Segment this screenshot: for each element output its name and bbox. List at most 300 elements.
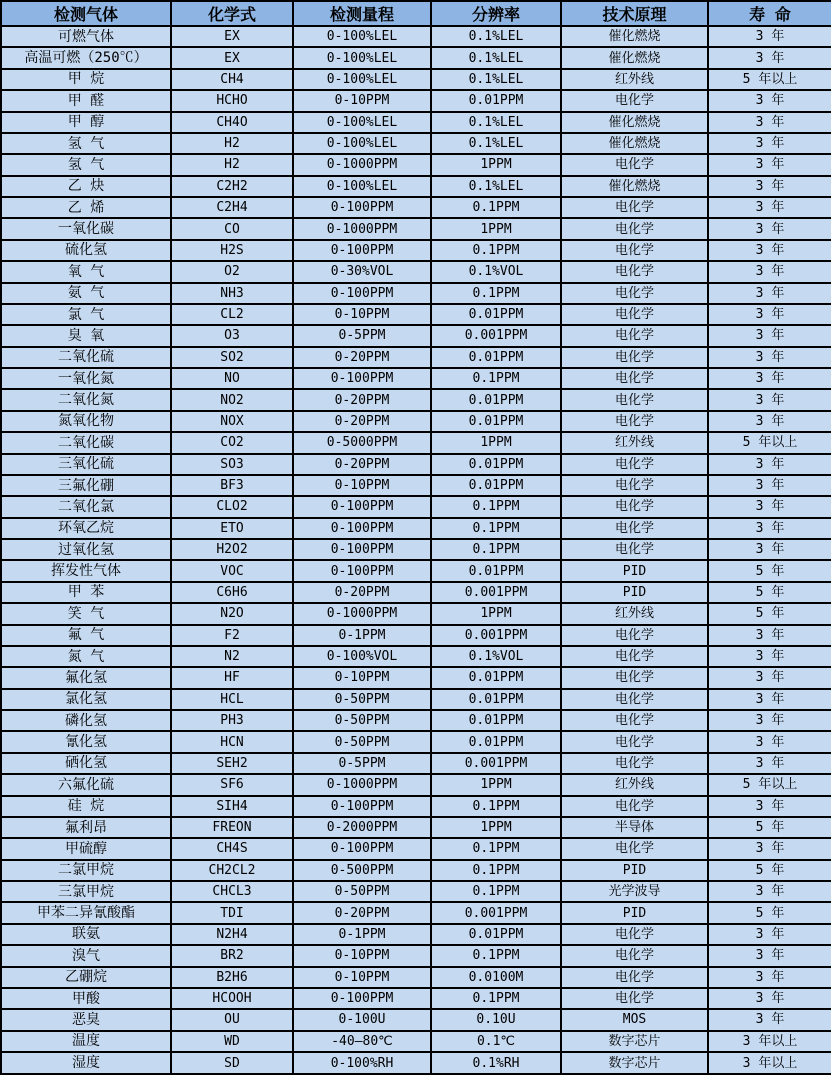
cell-formula: CO2 xyxy=(171,432,293,453)
cell-formula: VOC xyxy=(171,560,293,581)
cell-gas: 湿度 xyxy=(1,1052,171,1074)
table-row xyxy=(1,646,831,667)
cell-lifespan: 3 年 xyxy=(708,176,831,197)
cell-range: -40—80℃ xyxy=(293,1031,431,1052)
cell-formula: SEH2 xyxy=(171,753,293,774)
cell-gas: 硅 烷 xyxy=(1,796,171,817)
table-row xyxy=(1,325,831,346)
cell-gas: 甲 苯 xyxy=(1,582,171,603)
cell-range: 0-30%VOL xyxy=(293,261,431,282)
cell-lifespan: 3 年 xyxy=(708,625,831,646)
table-row xyxy=(1,154,831,175)
cell-lifespan: 3 年 xyxy=(708,967,831,988)
cell-formula: CLO2 xyxy=(171,496,293,517)
cell-gas: 氢 气 xyxy=(1,154,171,175)
cell-formula: C2H4 xyxy=(171,197,293,218)
cell-gas: 三氟化硼 xyxy=(1,475,171,496)
table-row xyxy=(1,731,831,752)
cell-lifespan: 3 年 xyxy=(708,796,831,817)
cell-principle: 电化学 xyxy=(561,838,708,859)
cell-formula: SO3 xyxy=(171,454,293,475)
cell-lifespan: 3 年 xyxy=(708,924,831,945)
cell-formula: N2O xyxy=(171,603,293,624)
cell-range: 0-100PPM xyxy=(293,197,431,218)
cell-principle: 电化学 xyxy=(561,454,708,475)
cell-principle: 电化学 xyxy=(561,796,708,817)
cell-gas: 乙 烯 xyxy=(1,197,171,218)
cell-range: 0-5PPM xyxy=(293,753,431,774)
table-row xyxy=(1,47,831,68)
table-row xyxy=(1,454,831,475)
table-row xyxy=(1,710,831,731)
cell-range: 0-10PPM xyxy=(293,967,431,988)
cell-lifespan: 5 年 xyxy=(708,902,831,923)
header-range: 检测量程 xyxy=(293,1,431,26)
cell-gas: 环氧乙烷 xyxy=(1,518,171,539)
table-row xyxy=(1,817,831,838)
table-row xyxy=(1,582,831,603)
cell-principle: PID xyxy=(561,902,708,923)
cell-principle: 电化学 xyxy=(561,197,708,218)
cell-lifespan: 3 年 xyxy=(708,197,831,218)
cell-principle: 催化燃烧 xyxy=(561,47,708,68)
cell-lifespan: 3 年 xyxy=(708,261,831,282)
table-row xyxy=(1,689,831,710)
cell-resolution: 0.01PPM xyxy=(431,667,561,688)
table-row xyxy=(1,774,831,795)
cell-resolution: 0.0100M xyxy=(431,967,561,988)
table-row xyxy=(1,603,831,624)
table-row xyxy=(1,625,831,646)
cell-gas: 氰化氢 xyxy=(1,731,171,752)
cell-range: 0-100PPM xyxy=(293,796,431,817)
cell-resolution: 1PPM xyxy=(431,432,561,453)
cell-principle: MOS xyxy=(561,1009,708,1030)
cell-lifespan: 3 年 xyxy=(708,368,831,389)
cell-formula: F2 xyxy=(171,625,293,646)
cell-lifespan: 5 年以上 xyxy=(708,774,831,795)
cell-formula: EX xyxy=(171,47,293,68)
cell-resolution: 0.01PPM xyxy=(431,411,561,432)
cell-lifespan: 3 年 xyxy=(708,90,831,111)
cell-resolution: 1PPM xyxy=(431,817,561,838)
cell-formula: PH3 xyxy=(171,710,293,731)
cell-principle: 电化学 xyxy=(561,475,708,496)
table-row xyxy=(1,347,831,368)
cell-gas: 氯 气 xyxy=(1,304,171,325)
cell-lifespan: 5 年以上 xyxy=(708,69,831,90)
cell-principle: 光学波导 xyxy=(561,881,708,902)
cell-formula: EX xyxy=(171,26,293,47)
cell-principle: 催化燃烧 xyxy=(561,112,708,133)
cell-formula: HCOOH xyxy=(171,988,293,1009)
cell-principle: 电化学 xyxy=(561,368,708,389)
table-row xyxy=(1,1009,831,1030)
table-row xyxy=(1,240,831,261)
cell-resolution: 0.01PPM xyxy=(431,710,561,731)
table-header xyxy=(1,1,831,26)
cell-principle: 电化学 xyxy=(561,924,708,945)
cell-formula: HCHO xyxy=(171,90,293,111)
cell-gas: 氢 气 xyxy=(1,133,171,154)
cell-gas: 硒化氢 xyxy=(1,753,171,774)
cell-range: 0-20PPM xyxy=(293,347,431,368)
cell-lifespan: 3 年 xyxy=(708,731,831,752)
cell-formula: BR2 xyxy=(171,945,293,966)
cell-principle: 红外线 xyxy=(561,774,708,795)
cell-formula: N2 xyxy=(171,646,293,667)
cell-formula: NO2 xyxy=(171,389,293,410)
cell-lifespan: 5 年 xyxy=(708,860,831,881)
cell-range: 0-1000PPM xyxy=(293,154,431,175)
cell-gas: 高温可燃（250℃） xyxy=(1,47,171,68)
cell-lifespan: 3 年 xyxy=(708,283,831,304)
cell-principle: 电化学 xyxy=(561,90,708,111)
cell-gas: 二氧化氮 xyxy=(1,389,171,410)
cell-range: 0-50PPM xyxy=(293,689,431,710)
table-row xyxy=(1,26,831,47)
cell-resolution: 0.001PPM xyxy=(431,582,561,603)
table-row xyxy=(1,838,831,859)
cell-range: 0-10PPM xyxy=(293,475,431,496)
cell-formula: CH2CL2 xyxy=(171,860,293,881)
cell-principle: 电化学 xyxy=(561,667,708,688)
cell-resolution: 0.1PPM xyxy=(431,240,561,261)
table-row xyxy=(1,304,831,325)
cell-resolution: 0.001PPM xyxy=(431,325,561,346)
cell-formula: ETO xyxy=(171,518,293,539)
cell-lifespan: 3 年以上 xyxy=(708,1031,831,1052)
table-row xyxy=(1,411,831,432)
cell-gas: 甲 醛 xyxy=(1,90,171,111)
cell-formula: CL2 xyxy=(171,304,293,325)
cell-lifespan: 3 年 xyxy=(708,411,831,432)
cell-formula: NO xyxy=(171,368,293,389)
cell-range: 0-100%LEL xyxy=(293,26,431,47)
cell-gas: 乙硼烷 xyxy=(1,967,171,988)
cell-resolution: 0.1%LEL xyxy=(431,133,561,154)
table-row xyxy=(1,924,831,945)
cell-lifespan: 5 年 xyxy=(708,817,831,838)
cell-formula: BF3 xyxy=(171,475,293,496)
cell-resolution: 0.01PPM xyxy=(431,731,561,752)
cell-lifespan: 3 年 xyxy=(708,753,831,774)
cell-lifespan: 5 年 xyxy=(708,560,831,581)
cell-range: 0-20PPM xyxy=(293,389,431,410)
cell-gas: 氨 气 xyxy=(1,283,171,304)
cell-resolution: 0.01PPM xyxy=(431,475,561,496)
cell-formula: C6H6 xyxy=(171,582,293,603)
table-row xyxy=(1,389,831,410)
cell-gas: 氯化氢 xyxy=(1,689,171,710)
cell-resolution: 0.001PPM xyxy=(431,625,561,646)
cell-resolution: 0.1%RH xyxy=(431,1052,561,1074)
cell-resolution: 0.001PPM xyxy=(431,902,561,923)
table-row xyxy=(1,518,831,539)
header-resolution: 分辨率 xyxy=(431,1,561,26)
cell-formula: CH4S xyxy=(171,838,293,859)
table-row xyxy=(1,283,831,304)
cell-resolution: 0.01PPM xyxy=(431,454,561,475)
table-row xyxy=(1,261,831,282)
cell-principle: 红外线 xyxy=(561,603,708,624)
cell-resolution: 0.1PPM xyxy=(431,368,561,389)
cell-principle: 催化燃烧 xyxy=(561,26,708,47)
cell-lifespan: 3 年 xyxy=(708,1009,831,1030)
cell-range: 0-100%LEL xyxy=(293,176,431,197)
cell-principle: 电化学 xyxy=(561,283,708,304)
cell-range: 0-100%LEL xyxy=(293,112,431,133)
cell-gas: 恶臭 xyxy=(1,1009,171,1030)
cell-lifespan: 3 年 xyxy=(708,496,831,517)
cell-formula: FREON xyxy=(171,817,293,838)
table-row xyxy=(1,197,831,218)
cell-lifespan: 3 年 xyxy=(708,945,831,966)
cell-formula: SIH4 xyxy=(171,796,293,817)
cell-resolution: 0.1%LEL xyxy=(431,69,561,90)
cell-range: 0-1000PPM xyxy=(293,774,431,795)
table-row xyxy=(1,1052,831,1074)
cell-resolution: 0.1℃ xyxy=(431,1031,561,1052)
cell-gas: 溴气 xyxy=(1,945,171,966)
table-row xyxy=(1,667,831,688)
cell-principle: 数字芯片 xyxy=(561,1052,708,1074)
cell-gas: 氮氧化物 xyxy=(1,411,171,432)
table-row xyxy=(1,368,831,389)
cell-range: 0-100U xyxy=(293,1009,431,1030)
cell-lifespan: 5 年以上 xyxy=(708,432,831,453)
cell-gas: 二氯甲烷 xyxy=(1,860,171,881)
cell-range: 0-20PPM xyxy=(293,902,431,923)
table-row xyxy=(1,112,831,133)
table-row xyxy=(1,860,831,881)
cell-formula: SD xyxy=(171,1052,293,1074)
cell-range: 0-1000PPM xyxy=(293,218,431,239)
cell-formula: H2 xyxy=(171,133,293,154)
cell-formula: H2 xyxy=(171,154,293,175)
cell-gas: 六氟化硫 xyxy=(1,774,171,795)
table-row xyxy=(1,988,831,1009)
cell-principle: 电化学 xyxy=(561,967,708,988)
cell-resolution: 0.1%VOL xyxy=(431,646,561,667)
cell-lifespan: 3 年 xyxy=(708,389,831,410)
cell-formula: B2H6 xyxy=(171,967,293,988)
cell-lifespan: 3 年 xyxy=(708,325,831,346)
cell-formula: HCN xyxy=(171,731,293,752)
cell-range: 0-1PPM xyxy=(293,924,431,945)
cell-formula: WD xyxy=(171,1031,293,1052)
cell-lifespan: 3 年 xyxy=(708,667,831,688)
cell-resolution: 1PPM xyxy=(431,774,561,795)
cell-range: 0-100PPM xyxy=(293,838,431,859)
cell-formula: N2H4 xyxy=(171,924,293,945)
cell-gas: 硫化氢 xyxy=(1,240,171,261)
cell-formula: SO2 xyxy=(171,347,293,368)
cell-resolution: 0.01PPM xyxy=(431,924,561,945)
cell-lifespan: 3 年 xyxy=(708,518,831,539)
cell-range: 0-100PPM xyxy=(293,539,431,560)
cell-formula: HF xyxy=(171,667,293,688)
cell-resolution: 0.01PPM xyxy=(431,347,561,368)
cell-principle: 电化学 xyxy=(561,240,708,261)
cell-resolution: 0.1PPM xyxy=(431,283,561,304)
cell-lifespan: 3 年 xyxy=(708,689,831,710)
table-row xyxy=(1,796,831,817)
cell-range: 0-100PPM xyxy=(293,988,431,1009)
cell-range: 0-100PPM xyxy=(293,560,431,581)
cell-gas: 一氧化氮 xyxy=(1,368,171,389)
cell-gas: 三氯甲烷 xyxy=(1,881,171,902)
cell-lifespan: 3 年 xyxy=(708,710,831,731)
cell-formula: CHCL3 xyxy=(171,881,293,902)
cell-range: 0-100PPM xyxy=(293,368,431,389)
cell-resolution: 0.10U xyxy=(431,1009,561,1030)
cell-formula: H2S xyxy=(171,240,293,261)
cell-resolution: 0.01PPM xyxy=(431,90,561,111)
cell-range: 0-2000PPM xyxy=(293,817,431,838)
cell-resolution: 0.01PPM xyxy=(431,689,561,710)
cell-lifespan: 3 年 xyxy=(708,47,831,68)
cell-principle: 电化学 xyxy=(561,389,708,410)
table-row xyxy=(1,69,831,90)
header-principle: 技术原理 xyxy=(561,1,708,26)
table-row xyxy=(1,945,831,966)
cell-resolution: 0.1%LEL xyxy=(431,26,561,47)
cell-range: 0-1000PPM xyxy=(293,603,431,624)
cell-resolution: 0.1PPM xyxy=(431,988,561,1009)
cell-principle: PID xyxy=(561,582,708,603)
cell-lifespan: 3 年 xyxy=(708,133,831,154)
cell-range: 0-50PPM xyxy=(293,731,431,752)
cell-gas: 可燃气体 xyxy=(1,26,171,47)
cell-formula: HCL xyxy=(171,689,293,710)
cell-resolution: 0.1PPM xyxy=(431,197,561,218)
cell-formula: OU xyxy=(171,1009,293,1030)
cell-lifespan: 3 年 xyxy=(708,539,831,560)
cell-lifespan: 3 年 xyxy=(708,454,831,475)
cell-gas: 氮 气 xyxy=(1,646,171,667)
cell-formula: O2 xyxy=(171,261,293,282)
cell-principle: 催化燃烧 xyxy=(561,176,708,197)
cell-lifespan: 3 年 xyxy=(708,475,831,496)
cell-gas: 二氧化碳 xyxy=(1,432,171,453)
cell-gas: 甲 烷 xyxy=(1,69,171,90)
cell-principle: PID xyxy=(561,860,708,881)
cell-principle: 电化学 xyxy=(561,945,708,966)
cell-lifespan: 3 年 xyxy=(708,347,831,368)
cell-principle: 电化学 xyxy=(561,710,708,731)
cell-principle: 电化学 xyxy=(561,518,708,539)
cell-principle: 电化学 xyxy=(561,625,708,646)
table-row xyxy=(1,967,831,988)
table-row xyxy=(1,881,831,902)
cell-range: 0-5000PPM xyxy=(293,432,431,453)
cell-formula: SF6 xyxy=(171,774,293,795)
cell-resolution: 0.01PPM xyxy=(431,389,561,410)
cell-gas: 甲酸 xyxy=(1,988,171,1009)
table-row xyxy=(1,90,831,111)
cell-range: 0-50PPM xyxy=(293,710,431,731)
cell-range: 0-100%RH xyxy=(293,1052,431,1074)
cell-lifespan: 3 年 xyxy=(708,218,831,239)
cell-range: 0-100PPM xyxy=(293,518,431,539)
cell-resolution: 0.1PPM xyxy=(431,796,561,817)
cell-resolution: 0.1PPM xyxy=(431,518,561,539)
cell-resolution: 0.1%LEL xyxy=(431,47,561,68)
cell-resolution: 1PPM xyxy=(431,603,561,624)
cell-gas: 温度 xyxy=(1,1031,171,1052)
cell-formula: H2O2 xyxy=(171,539,293,560)
cell-range: 0-100PPM xyxy=(293,240,431,261)
cell-principle: PID xyxy=(561,560,708,581)
cell-resolution: 0.01PPM xyxy=(431,304,561,325)
cell-lifespan: 3 年以上 xyxy=(708,1052,831,1074)
cell-gas: 乙 炔 xyxy=(1,176,171,197)
cell-range: 0-100%LEL xyxy=(293,47,431,68)
cell-range: 0-50PPM xyxy=(293,881,431,902)
table-row xyxy=(1,753,831,774)
cell-range: 0-20PPM xyxy=(293,582,431,603)
cell-principle: 半导体 xyxy=(561,817,708,838)
cell-resolution: 0.1%VOL xyxy=(431,261,561,282)
cell-principle: 数字芯片 xyxy=(561,1031,708,1052)
table-row xyxy=(1,539,831,560)
table-row xyxy=(1,496,831,517)
table-row xyxy=(1,475,831,496)
cell-range: 0-10PPM xyxy=(293,945,431,966)
cell-gas: 二氧化硫 xyxy=(1,347,171,368)
cell-range: 0-10PPM xyxy=(293,90,431,111)
cell-resolution: 0.1PPM xyxy=(431,945,561,966)
table-row xyxy=(1,176,831,197)
cell-gas: 过氧化氢 xyxy=(1,539,171,560)
cell-principle: 电化学 xyxy=(561,539,708,560)
cell-gas: 挥发性气体 xyxy=(1,560,171,581)
cell-gas: 氟利昂 xyxy=(1,817,171,838)
cell-range: 0-100%VOL xyxy=(293,646,431,667)
cell-formula: O3 xyxy=(171,325,293,346)
cell-range: 0-20PPM xyxy=(293,411,431,432)
cell-range: 0-10PPM xyxy=(293,304,431,325)
cell-principle: 电化学 xyxy=(561,261,708,282)
header-gas: 检测气体 xyxy=(1,1,171,26)
table-row xyxy=(1,560,831,581)
cell-gas: 甲苯二异氰酸酯 xyxy=(1,902,171,923)
cell-principle: 电化学 xyxy=(561,689,708,710)
cell-formula: NOX xyxy=(171,411,293,432)
table-row xyxy=(1,432,831,453)
cell-resolution: 0.1%LEL xyxy=(431,112,561,133)
cell-resolution: 1PPM xyxy=(431,218,561,239)
cell-lifespan: 3 年 xyxy=(708,112,831,133)
cell-lifespan: 5 年 xyxy=(708,603,831,624)
cell-lifespan: 3 年 xyxy=(708,304,831,325)
cell-gas: 联氨 xyxy=(1,924,171,945)
cell-lifespan: 3 年 xyxy=(708,26,831,47)
cell-lifespan: 3 年 xyxy=(708,154,831,175)
table-row xyxy=(1,133,831,154)
table-row xyxy=(1,218,831,239)
cell-resolution: 0.1PPM xyxy=(431,539,561,560)
cell-resolution: 0.1PPM xyxy=(431,881,561,902)
cell-gas: 笑 气 xyxy=(1,603,171,624)
cell-principle: 电化学 xyxy=(561,731,708,752)
cell-resolution: 0.001PPM xyxy=(431,753,561,774)
cell-principle: 电化学 xyxy=(561,411,708,432)
cell-principle: 电化学 xyxy=(561,646,708,667)
cell-resolution: 1PPM xyxy=(431,154,561,175)
cell-range: 0-100PPM xyxy=(293,496,431,517)
